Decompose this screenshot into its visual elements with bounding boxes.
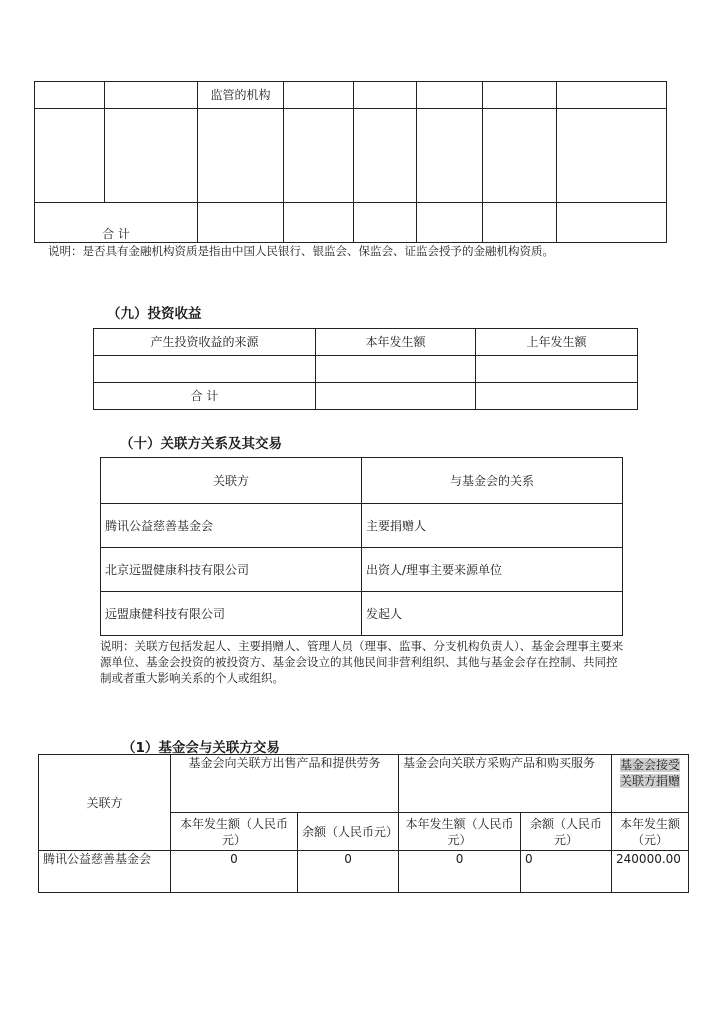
col-party: 关联方 — [39, 755, 171, 851]
group-buy: 基金会向关联方采购产品和购买服务 — [399, 755, 612, 813]
note-related-party: 说明：关联方包括发起人、主要捐赠人、管理人员（理事、监事、分支机构负责人）、基金会理事主要来源单位、基金会投资的被投资方、基金会设立的其他民间非营利组织、其他与基金会存在控制、共同控制或者重大影响关系的个人或组织。 — [100, 639, 624, 685]
table-row — [101, 592, 623, 636]
related-party-table — [100, 457, 623, 636]
related-party-transactions-table — [38, 754, 689, 893]
sub-buy-balance: 余额（人民币元） — [521, 813, 612, 851]
section10-1-heading: （1）基金会与关联方交易 — [122, 740, 280, 756]
group-donation: 基金会接受关联方捐赠 — [620, 758, 681, 788]
col-source: 产生投资收益的来源 — [94, 329, 316, 356]
party-cell: 远盟康健科技有限公司 — [101, 592, 362, 636]
col-relation: 与基金会的关系 — [362, 458, 623, 504]
party-cell: 北京远盟健康科技有限公司 — [101, 548, 362, 592]
note-top: 说明：是否具有金融机构资质是指由中国人民银行、银监会、保监会、证监会授予的金融机构资质。 — [48, 244, 554, 258]
col-current: 本年发生额 — [316, 329, 476, 356]
relation-cell: 发起人 — [362, 592, 623, 636]
investment-income-table — [93, 328, 638, 410]
party-cell: 腾讯公益慈善基金会 — [39, 851, 171, 893]
sub-sell-balance: 余额（人民币元） — [298, 813, 399, 851]
buy-amount-cell: 0 — [399, 851, 521, 893]
relation-cell: 出资人/理事主要来源单位 — [362, 548, 623, 592]
table-row — [101, 504, 623, 548]
col-party: 关联方 — [101, 458, 362, 504]
sell-balance-cell: 0 — [298, 851, 399, 893]
buy-balance-cell: 0 — [521, 851, 612, 893]
section9-heading: （九）投资收益 — [107, 306, 202, 322]
sub-buy-amount: 本年发生额（人民币元） — [399, 813, 521, 851]
section9-total: 合 计 — [94, 383, 316, 410]
top-table-total: 合 计 — [35, 203, 198, 243]
section10-heading: （十）关联方关系及其交易 — [120, 436, 282, 452]
top-table-header-cell: 监管的机构 — [198, 82, 284, 109]
sub-sell-amount: 本年发生额（人民币元） — [171, 813, 298, 851]
sell-amount-cell: 0 — [171, 851, 298, 893]
donation-amount-cell: 240000.00 — [612, 851, 689, 893]
party-cell: 腾讯公益慈善基金会 — [101, 504, 362, 548]
sub-donation-amount: 本年发生额（元） — [612, 813, 689, 851]
table-row — [101, 548, 623, 592]
col-prior: 上年发生额 — [476, 329, 638, 356]
relation-cell: 主要捐赠人 — [362, 504, 623, 548]
group-sell: 基金会向关联方出售产品和提供劳务 — [171, 755, 399, 813]
top-table — [34, 81, 667, 243]
table-row — [39, 851, 689, 893]
